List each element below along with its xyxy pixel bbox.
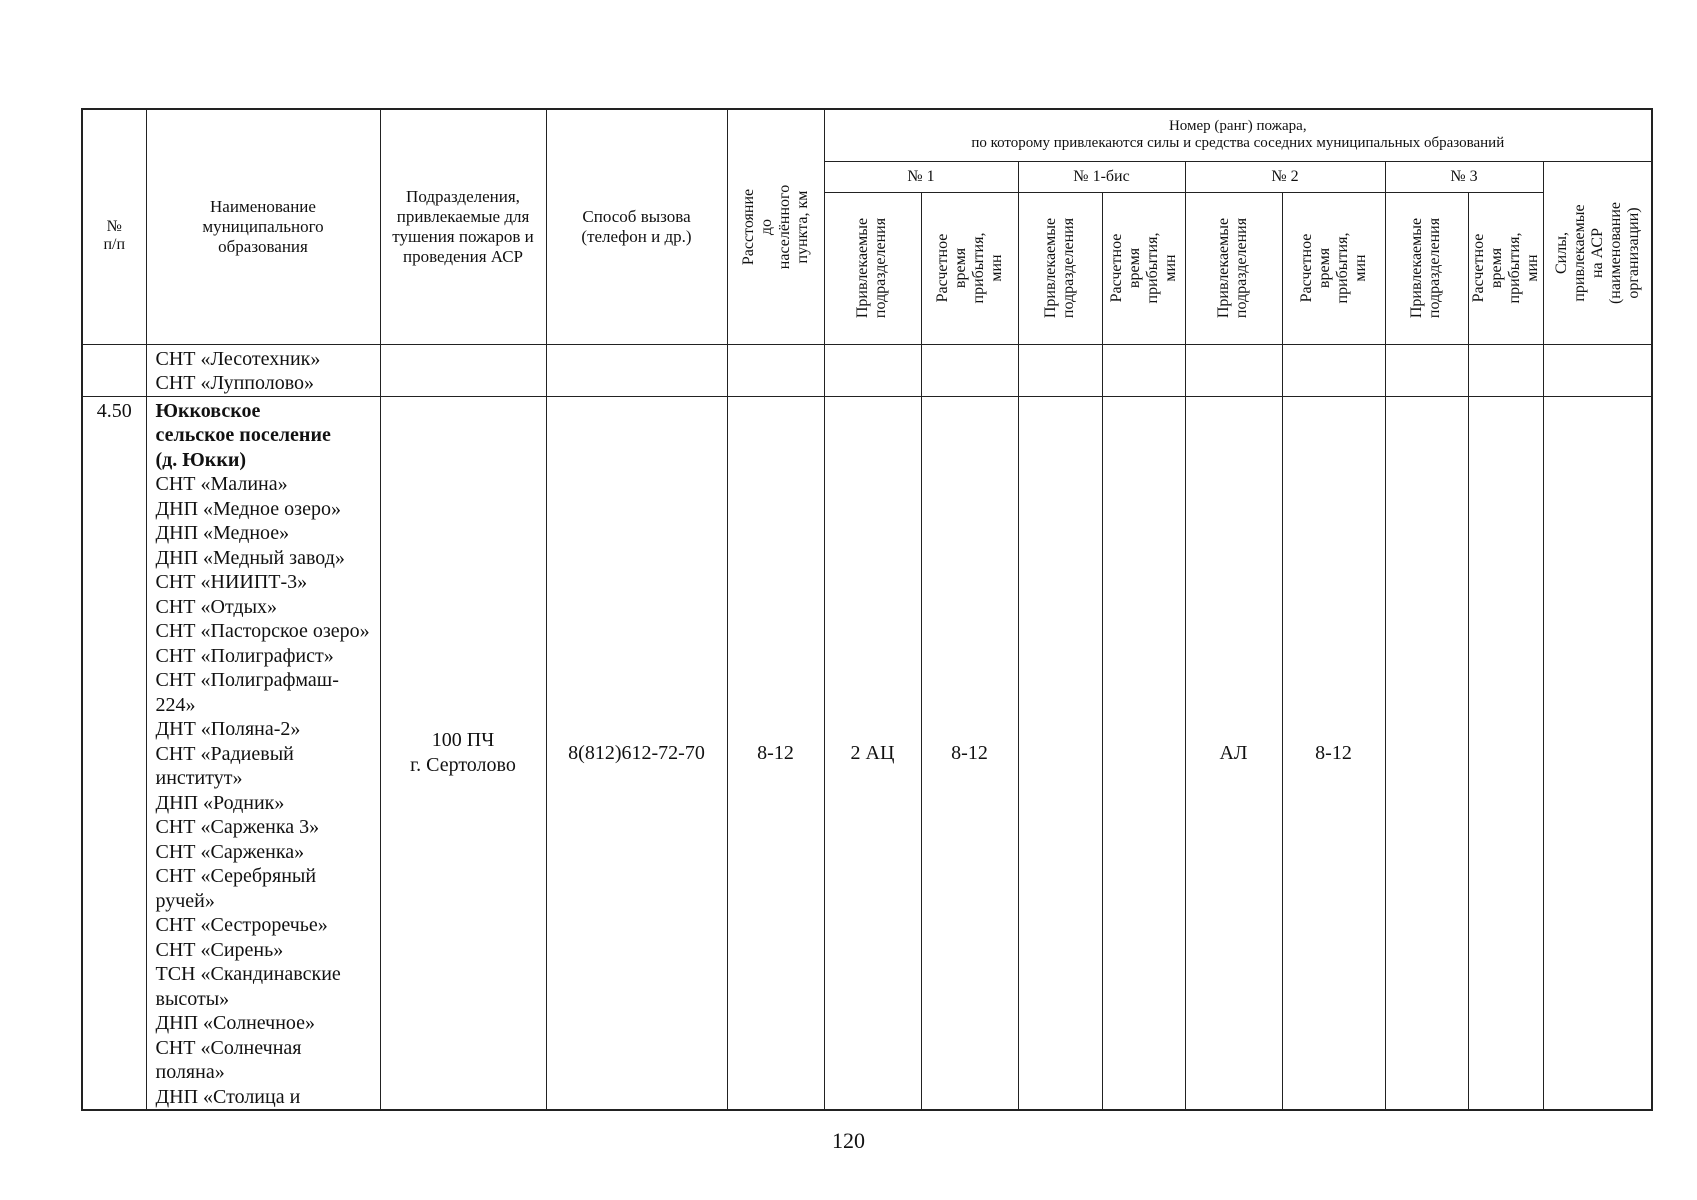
header-name [146,109,380,344]
sub-units-rank2-text: Привлекаемые подразделения [1215,217,1251,319]
cont-number-cell [82,344,146,396]
rank2-time-cell [1282,396,1385,1110]
rank1-units-cell [824,396,921,1110]
cont-empty-cell [727,344,824,396]
sub-time-rank3-text: Расчетное время прибытия, мин [1469,232,1541,304]
rank1-time-cell [921,396,1018,1110]
rank1bis-units-cell [1018,396,1102,1110]
header-rank-3 [1385,161,1543,192]
settlement-line: ДНП «Солнечное» [155,1012,316,1034]
settlement-line: СНТ «Полиграфмаш- [155,669,339,691]
header-units [380,109,546,344]
settlement-line: СНТ «Полиграфист» [155,644,334,667]
sub-units-rank1bis-text: Привлекаемые подразделения [1042,217,1078,319]
settlement-line: ДНП «Медное озеро» [155,497,341,520]
rank-3-text: № 3 [1450,167,1478,185]
settlement-line: высоты» [155,987,230,1010]
row-call-cell [546,396,727,1110]
cont-empty-cell [1102,344,1185,396]
rank2-time-value: 8-12 [1315,741,1352,764]
fire-resources-table [81,108,1653,1111]
rank2-units-cell [1185,396,1282,1110]
settlement-line: СНТ «Малина» [155,473,288,495]
header-call-text: Способ вызова (телефон и др.) [581,206,692,246]
settlement-line: СНТ «Сарженка 3» [155,816,320,838]
group-title-line2: по которому привлекаются силы и средства соседних муниципальных образований [971,135,1505,152]
header-units-text: Подразделения, привлекаемые для тушения пожаров и проведения АСР [392,186,534,266]
settlement-line: ДНП «Столица и [155,1085,301,1108]
units-line1: 100 ПЧ [431,729,495,752]
sub-time-rank1bis-text: Расчетное время прибытия, мин [1107,232,1179,304]
settlement-line: ручей» [155,889,215,912]
cont-empty-cell [1018,344,1102,396]
cont-empty-cell [1282,344,1385,396]
cont-empty-cell [1185,344,1282,396]
header-distance [727,109,824,344]
rank-1bis-text: № 1-бис [1073,167,1130,185]
cont-empty-cell [1543,344,1652,396]
distance-value: 8-12 [757,741,794,764]
cont-name-line: СНТ «Лесотехник» [155,347,321,370]
settlement-line: поляна» [155,1061,225,1083]
settlement-line: СНТ «Сирень» [155,938,284,961]
row-number-text: 4.50 [96,399,132,422]
rank3-time-cell [1468,396,1543,1110]
call-phone: 8(812)612-72-70 [568,741,705,764]
row-distance-cell [727,396,824,1110]
rank2-units-value: АЛ [1219,741,1248,764]
sub-time-rank1bis [1102,192,1185,344]
group-title-line1: Номер (ранг) пожара, [1168,118,1307,135]
sub-units-rank3-text: Привлекаемые подразделения [1408,217,1444,319]
rank1-time-value: 8-12 [951,741,988,764]
sub-time-rank1 [921,192,1018,344]
header-number [82,109,146,344]
row-title-line: сельское поселение [155,424,331,446]
sub-units-rank1 [824,192,921,344]
row-name-cell [146,396,380,1110]
settlement-line: СНТ «Отдых» [155,595,278,618]
settlement-line: СНТ «Сарженка» [155,840,305,863]
cont-empty-cell [824,344,921,396]
row-units-cell [380,396,546,1110]
header-call [546,109,727,344]
asr-cell [1543,396,1652,1110]
sub-units-rank1-text: Привлекаемые подразделения [854,217,890,319]
row-number [82,396,146,1110]
header-distance-text: Расстояние до населённого пункта, км [739,184,811,269]
row-title-line: Юкковское [155,399,261,422]
sub-time-rank2 [1282,192,1385,344]
settlement-line: ТСН «Скандинавские [155,963,341,985]
settlement-line: ДНТ «Поляна-2» [155,718,301,740]
rank-1-text: № 1 [907,167,935,185]
settlement-line: ДНП «Медное» [155,522,290,544]
settlement-line: СНТ «Сестроречье» [155,914,328,936]
cont-empty-cell [1385,344,1468,396]
row-title-line: (д. Юкки) [155,448,247,471]
sub-time-rank3 [1468,192,1543,344]
settlement-line: ДНП «Медный завод» [155,546,345,569]
settlement-line: СНТ «Радиевый [155,742,294,765]
sub-units-rank2 [1185,192,1282,344]
cont-name-cell [146,344,380,396]
sub-time-rank2-text: Расчетное время прибытия, мин [1297,232,1369,304]
settlement-line: институт» [155,767,243,789]
settlement-line: СНТ «Солнечная [155,1036,302,1059]
sub-units-rank1bis [1018,192,1102,344]
sub-units-rank3 [1385,192,1468,344]
page-number: 120 [832,1128,865,1153]
header-asr [1543,161,1652,344]
header-rank-1 [824,161,1018,192]
cont-empty-cell [1468,344,1543,396]
header-rank-1bis [1018,161,1185,192]
header-group-title [824,109,1652,161]
settlement-line: ДНП «Родник» [155,791,285,814]
rank1bis-time-cell [1102,396,1185,1110]
settlement-line: СНТ «Пасторское озеро» [155,620,370,642]
rank-2-text: № 2 [1271,167,1299,185]
header-name-text: Наименование муниципального образования [202,196,324,256]
table-row [82,396,1652,1110]
cont-empty-cell [546,344,727,396]
cont-empty-cell [921,344,1018,396]
settlement-line: СНТ «Серебряный [155,865,317,887]
rank3-units-cell [1385,396,1468,1110]
settlement-line: СНТ «НИИПТ-3» [155,571,308,593]
header-number-text: № п/п [103,217,126,253]
header-rank-2 [1185,161,1385,192]
sub-time-rank1-text: Расчетное время прибытия, мин [933,232,1005,304]
cont-name-line: СНТ «Лупполово» [155,371,314,394]
header-asr-text: Силы, привлекаемые на АСР (наименование организации) [1552,201,1642,304]
table-row-continuation [82,344,1652,396]
cont-empty-cell [380,344,546,396]
units-line2: г. Сертолово [410,753,516,776]
rank1-units-value: 2 АЦ [850,741,895,764]
settlement-line: 224» [155,693,196,716]
